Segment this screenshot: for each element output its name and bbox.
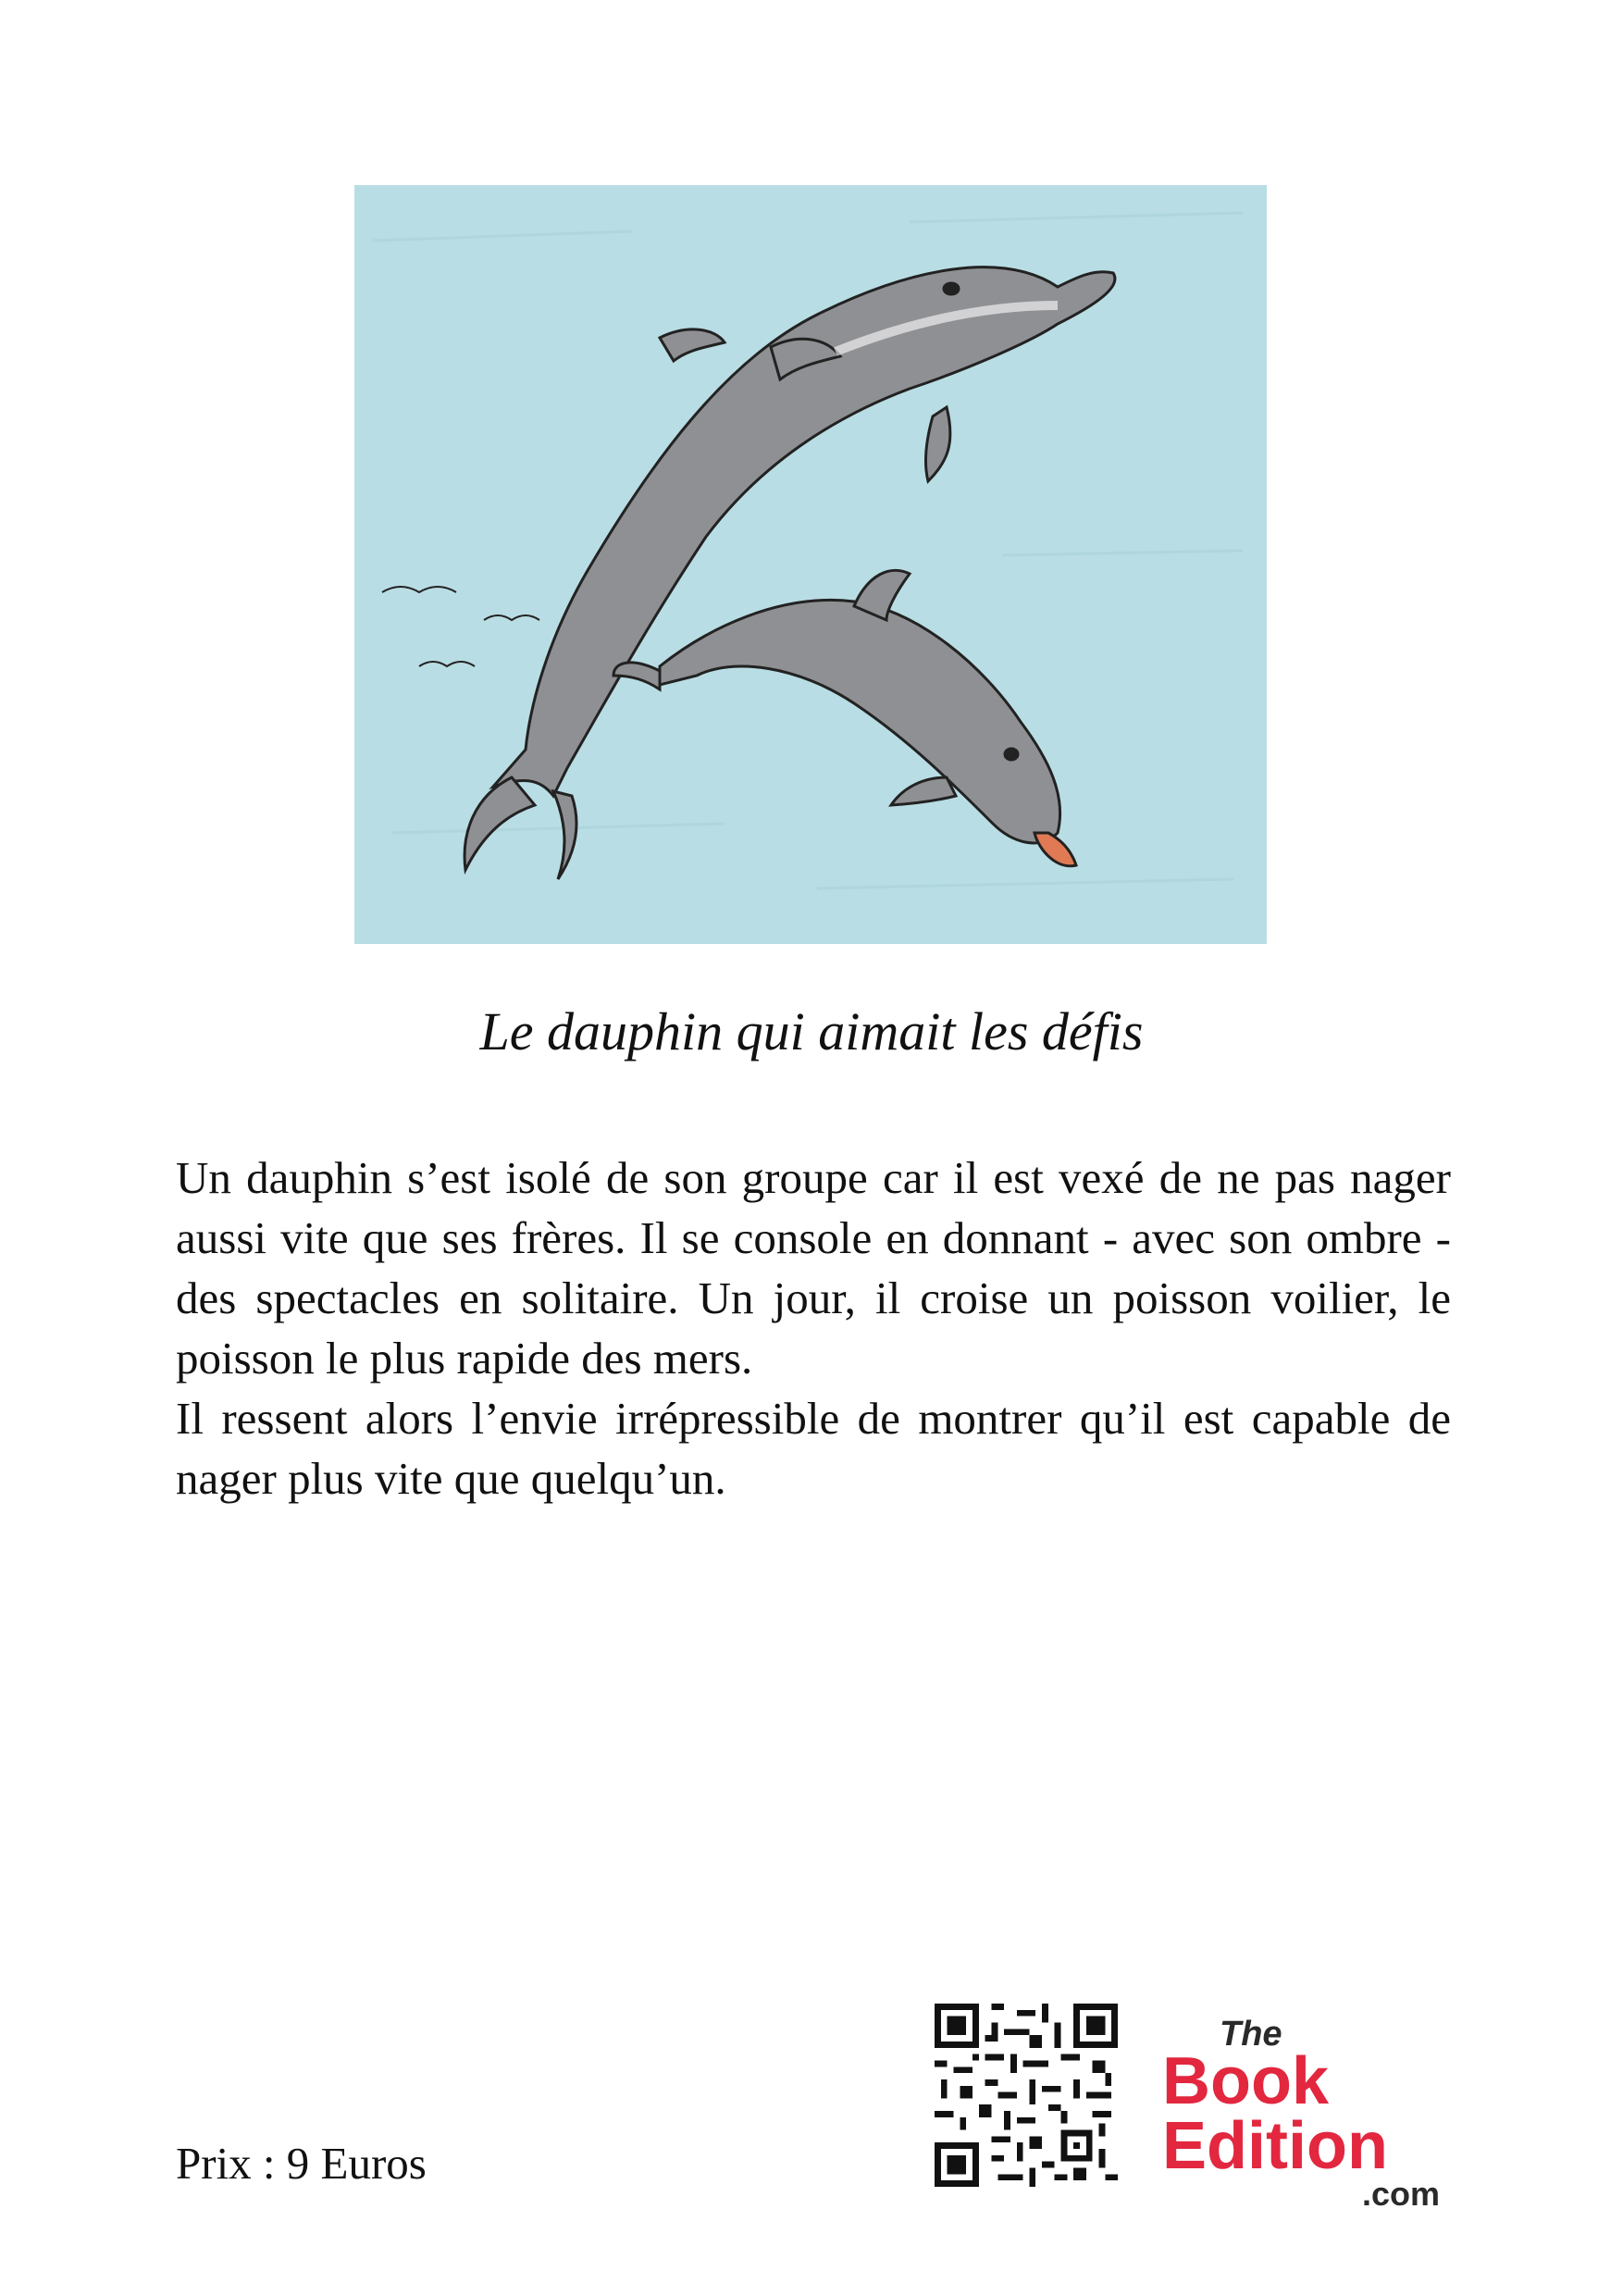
qr-code-icon [935,2004,1118,2187]
publisher-logo [1157,2006,1462,2219]
price-label: Prix : 9 Euros [176,2138,427,2189]
logo-book: Book [1162,2044,1329,2118]
book-blurb [176,1148,1451,1508]
logo-dotcom: .com [1362,2175,1441,2213]
logo-edition: Edition [1162,2109,1388,2183]
logo-the: The [1220,2015,1282,2054]
cover-illustration-dolphins [354,185,1267,944]
book-title: Le dauphin qui aimait les défis [479,1001,1144,1061]
blurb-paragraph: Il ressent alors l’envie irrépressible de montrer qu’il est capable de nager plus vite que quelqu’un. [176,1393,1451,1504]
blurb-paragraph: Un dauphin s’est isolé de son groupe car il est vexé de ne pas nager aussi vite que ses frères. Il se console en donnant - avec son ombre - des spectacles en solitaire. Un jour, il croise un poisson voilier, le poisson le plus rapide des mers. [176,1152,1451,1384]
